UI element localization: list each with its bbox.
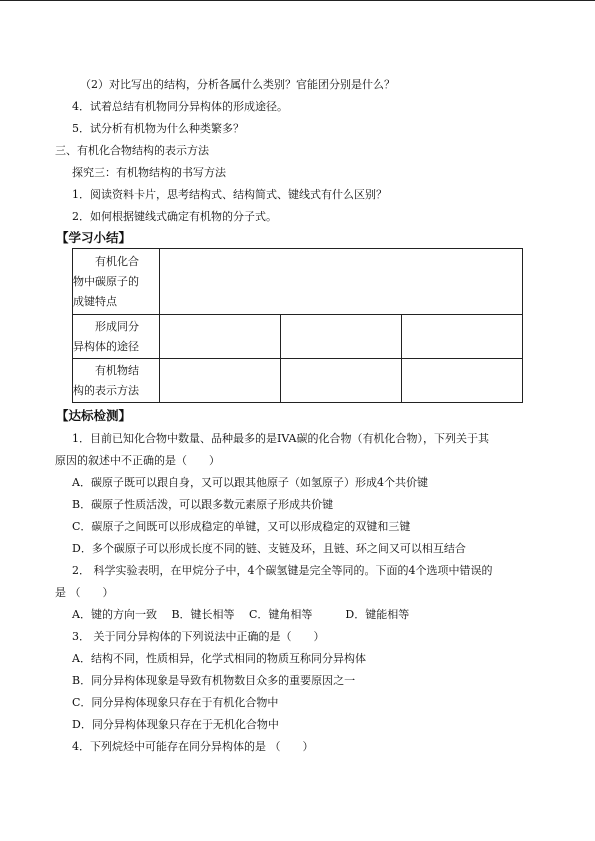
summary-answer-representation-2[interactable] (281, 359, 402, 403)
summary-answer-isomer-1[interactable] (160, 315, 281, 359)
q1-option-a: A．碳原子既可以跟自身，又可以跟其他原子（如氢原子）形成4个共价键 (72, 476, 428, 489)
q2-options: A．键的方向一致 B．键长相等 C．键角相等 D．键能相等 (72, 608, 410, 621)
test-heading: 【达标检测】 (56, 408, 132, 423)
summary-heading: 【学习小结】 (56, 230, 132, 245)
summary-label-bonding: 有机化合 物中碳原子的 成键特点 (73, 249, 160, 315)
summary-answer-isomer-2[interactable] (281, 315, 402, 359)
summary-table (72, 248, 523, 403)
summary-answer-representation-1[interactable] (160, 359, 281, 403)
summary-answer-isomer-3[interactable] (402, 315, 523, 359)
q2-stem-line1: 2． 科学实验表明，在甲烷分子中，4个碳氢键是完全等同的。下面的4个选项中错误的 (72, 564, 493, 577)
header-rule (0, 0, 595, 1)
q3-stem: 3． 关于同分异构体的下列说法中正确的是（ ） (72, 630, 325, 643)
question-4-line: 4．试着总结有机物同分异构体的形成途径。 (72, 100, 288, 113)
exploration-3-title: 探究三：有机物结构的书写方法 (72, 166, 226, 179)
q3-option-c: C．同分异构体现象只存在于有机化合物中 (72, 696, 279, 709)
q1-stem-line1: 1．目前已知化合物中数量、品种最多的是IVA碳的化合物（有机化合物），下列关于其 (72, 432, 489, 445)
exploration-item-1: 1．阅读资料卡片，思考结构式、结构简式、键线式有什么区别？ (72, 188, 387, 201)
summary-label-isomer: 形成同分 异构体的途径 (73, 315, 160, 359)
q2-stem-line2: 是 （ ） (55, 586, 114, 599)
exploration-item-2: 2．如何根据键线式确定有机物的分子式。 (72, 210, 277, 223)
q1-option-c: C．碳原子之间既可以形成稳定的单键，又可以形成稳定的双键和三键 (72, 520, 411, 533)
summary-answer-representation-3[interactable] (402, 359, 523, 403)
q3-option-b: B．同分异构体现象是导致有机物数目众多的重要原因之一 (72, 674, 356, 687)
q3-option-a: A．结构不同，性质相异，化学式相同的物质互称同分异构体 (72, 652, 366, 665)
summary-row-representation (73, 359, 523, 403)
q3-option-d: D．同分异构体现象只存在于无机化合物中 (72, 718, 279, 731)
summary-row-isomer (73, 315, 523, 359)
q1-option-d: D．多个碳原子可以形成长度不同的链、支链及环，且链、环之间又可以相互结合 (72, 542, 466, 555)
section-3-title: 三、有机化合物结构的表示方法 (55, 144, 209, 157)
summary-label-representation: 有机物结 构的表示方法 (73, 359, 160, 403)
summary-answer-bonding[interactable] (160, 249, 523, 315)
question-5-line: 5．试分析有机物为什么种类繁多？ (72, 122, 244, 135)
question-2-line: （2）对比写出的结构，分析各属什么类别？官能团分别是什么？ (80, 78, 395, 91)
summary-row-bonding (73, 249, 523, 315)
q1-option-b: B．碳原子性质活泼，可以跟多数元素原子形成共价键 (72, 498, 334, 511)
q1-stem-line2: 原因的叙述中不正确的是（ ） (55, 454, 220, 467)
q4-stem: 4．下列烷烃中可能存在同分异构体的是 （ ） (72, 740, 314, 753)
